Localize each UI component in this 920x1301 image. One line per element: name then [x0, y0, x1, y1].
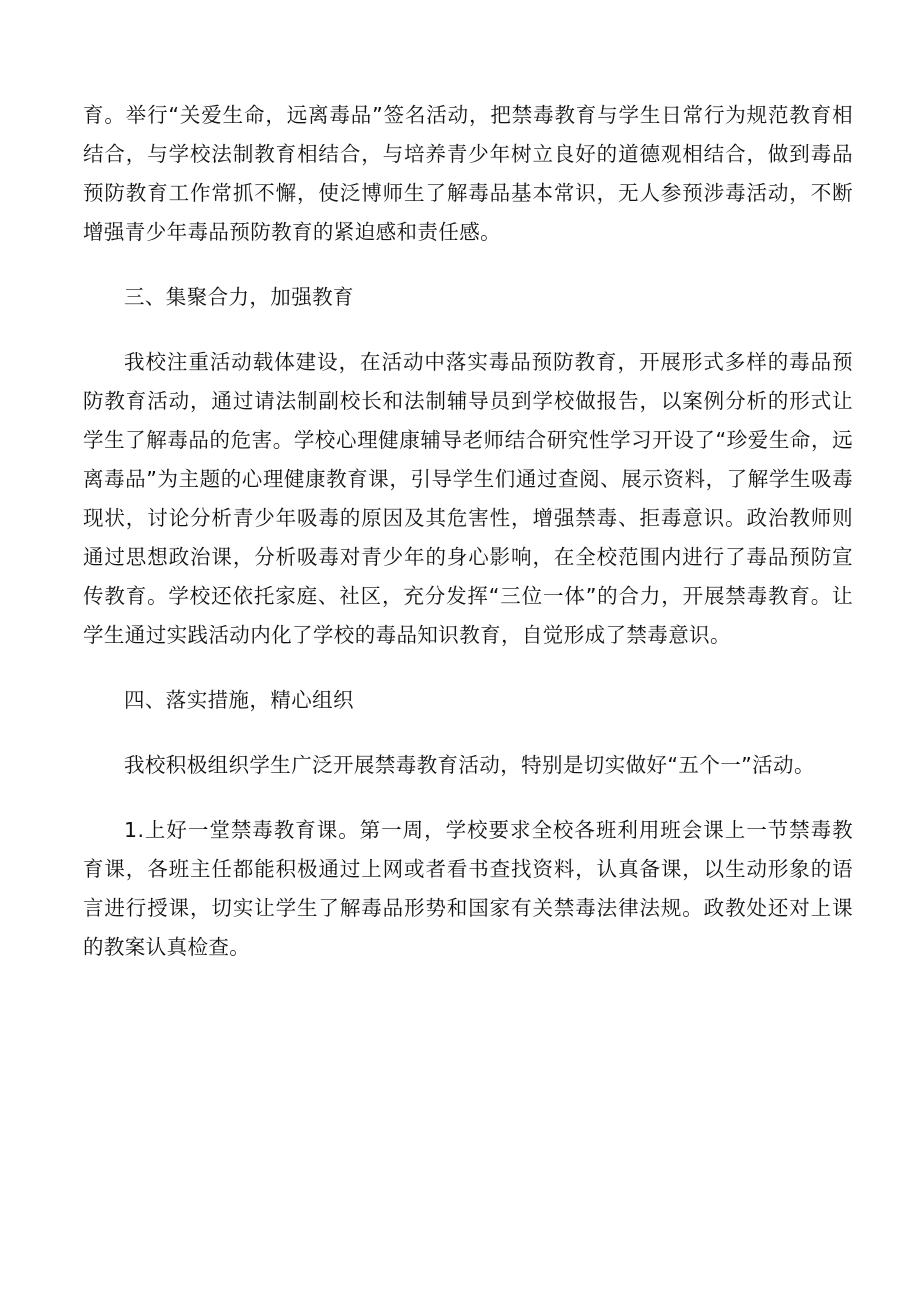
- section-paragraph-4: 我校积极组织学生广泛开展禁毒教育活动，特别是切实做好“五个一”活动。: [124, 753, 815, 777]
- document-body: [83, 96, 853, 967]
- list-item-1: 1.上好一堂禁毒教育课。第一周，学校要求全校各班利用班会课上一节禁毒教育课，各班主任都能积极通过上网或者看书查找资料，认真备课，以生动形象的语言进行授课，切实让学生了解毒品形势和国家有关禁毒法律法规。政教处还对上课的教案认真检查。: [83, 818, 853, 959]
- section-paragraph-3: 我校注重活动载体建设，在活动中落实毒品预防教育，开展形式多样的毒品预防教育活动，通过请法制副校长和法制辅导员到学校做报告，以案例分析的形式让学生了解毒品的危害。学校心理健康辅导老师结合研究性学习开设了“珍爱生命，远离毒品”为主题的心理健康教育课，引导学生们通过查阅、展示资料，了解学生吸毒现状，讨论分析青少年吸毒的原因及其危害性，增强禁毒、拒毒意识。政治教师则通过思想政治课，分析吸毒对青少年的身心影响，在全校范围内进行了毒品预防宣传教育。学校还依托家庭、社区，充分发挥“三位一体”的合力，开展禁毒教育。让学生通过实践活动内化了学校的毒品知识教育，自觉形成了禁毒意识。: [83, 350, 853, 647]
- section-heading-3: 三、集聚合力，加强教育: [124, 285, 354, 309]
- continued-paragraph: 育。举行“关爱生命，远离毒品”签名活动，把禁毒教育与学生日常行为规范教育相结合，与学校法制教育相结合，与培养青少年树立良好的道德观相结合，做到毒品预防教育工作常抓不懈，使泛博师生了解毒品基本常识，无人参预涉毒活动，不断增强青少年毒品预防教育的紧迫感和责任感。: [83, 103, 853, 244]
- section-heading-4: 四、落实措施，精心组织: [124, 688, 354, 712]
